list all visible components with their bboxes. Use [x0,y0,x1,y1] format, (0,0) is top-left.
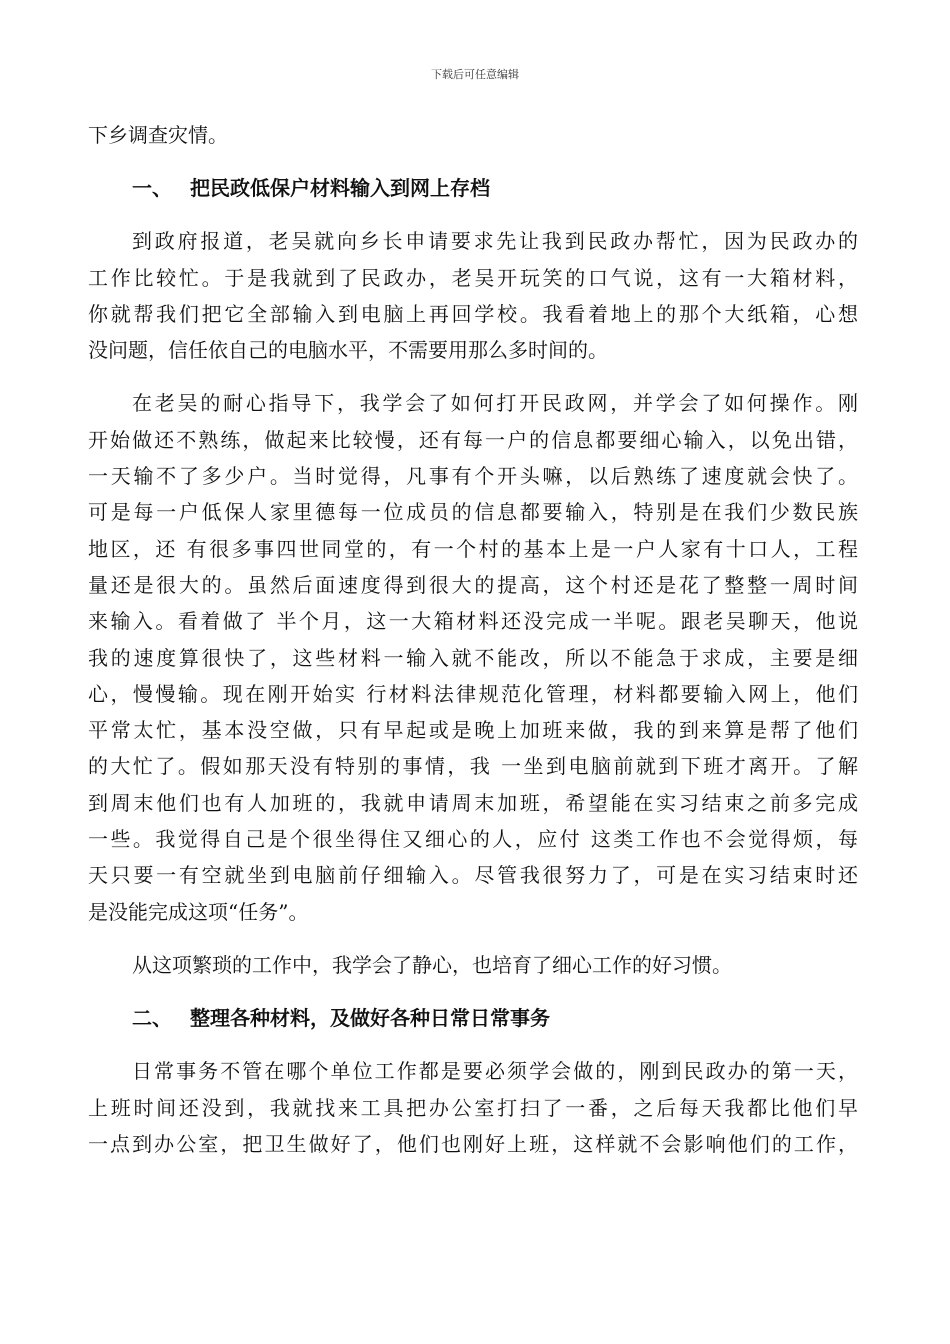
paragraph-gap [88,368,858,385]
heading-text: 把民政低保户材料输入到网上存档 [190,176,490,201]
text-line: 工作比较忙。于是我就到了民政办，老吴开玩笑的口气说，这有一大箱材料， [88,265,858,290]
paragraph [88,385,858,929]
text-line: 量还是很大的。虽然后面速度得到很大的提高，这个村还是花了整整一周时间 [88,572,858,597]
text-line: 日常事务不管在哪个单位工作都是要必须学会做的，刚到民政办的第一天， [132,1059,858,1084]
paragraph-gap [88,983,858,1000]
text-line: 你就帮我们把它全部输入到电脑上再回学校。我看着地上的那个大纸箱，心想 [88,301,858,326]
paragraph-gap [88,930,858,947]
paragraph [88,1053,858,1162]
paragraph-gap [88,206,858,223]
text-line: 到政府报道，老吴就向乡长申请要求先让我到民政办帮忙，因为民政办的 [132,229,858,254]
text-line: 没问题，信任依自己的电脑水平，不需要用那么多时间的。 [88,338,608,363]
text-line: 下乡调查灾情。 [88,123,228,147]
text-line: 到周末他们也有人加班的，我就申请周末加班，希望能在实习结束之前多完成 [88,790,858,815]
heading-number: 二、 [132,1006,172,1031]
section-heading [88,1000,858,1036]
paragraph [88,947,858,983]
page-header: 下载后可任意编辑 [431,68,519,81]
paragraph-gap [88,153,858,170]
text-line: 上班时间还没到，我就找来工具把办公室打扫了一番，之后每天我都比他们早 [88,1095,858,1120]
text-line: 在老吴的耐心指导下，我学会了如何打开民政网，并学会了如何操作。刚 [132,391,858,416]
paragraph-gap [88,1036,858,1053]
text-line: 地区，还 有很多事四世同堂的，有一个村的基本上是一户人家有十口人，工程 [88,536,858,561]
section-heading [88,170,858,206]
text-line: 一些。我觉得自己是个很坐得住又细心的人，应付 这类工作也不会觉得烦，每 [88,827,858,852]
text-line: 一天输不了多少户。当时觉得，凡事有个开头嘛，以后熟练了速度就会快了。 [88,464,858,489]
text-line: 是没能完成这项“任务”。 [88,899,309,924]
text-line: 来输入。看着做了 半个月，这一大箱材料还没完成一半呢。跟老吴聊天，他说 [88,609,858,634]
text-line: 平常太忙，基本没空做，只有早起或是晚上加班来做，我的到来算是帮了他们 [88,718,858,743]
paragraph [88,223,858,368]
paragraph [88,117,858,153]
document-body [88,117,858,1162]
text-line: 我的速度算很快了，这些材料一输入就不能改，所以不能急于求成，主要是细 [88,645,858,670]
text-line: 天只要一有空就坐到电脑前仔细输入。尽管我很努力了，可是在实习结束时还 [88,863,858,888]
heading-number: 一、 [132,176,172,201]
text-line: 的大忙了。假如那天没有特别的事情，我 一坐到电脑前就到下班才离开。了解 [88,754,858,779]
text-line: 从这项繁琐的工作中，我学会了静心，也培育了细心工作的好习惯。 [132,952,732,977]
heading-text: 整理各种材料，及做好各种日常日常事务 [190,1006,550,1031]
text-line: 一点到办公室，把卫生做好了，他们也刚好上班，这样就不会影响他们的工作， [88,1131,858,1156]
text-line: 开始做还不熟练，做起来比较慢，还有每一户的信息都要细心输入，以免出错， [88,427,858,452]
text-line: 心，慢慢输。现在刚开始实 行材料法律规范化管理，材料都要输入网上，他们 [88,681,858,706]
text-line: 可是每一户低保人家里德每一位成员的信息都要输入，特别是在我们少数民族 [88,500,858,525]
